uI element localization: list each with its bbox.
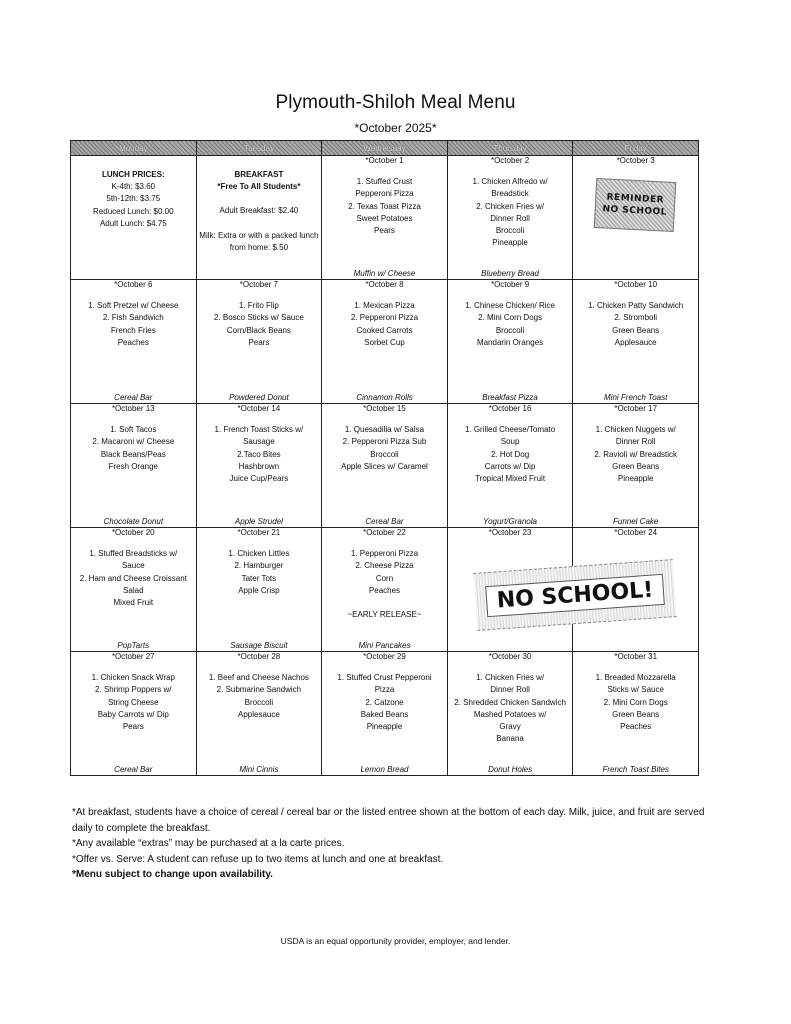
breakfast-heading: BREAKFAST xyxy=(234,170,284,179)
day-cell xyxy=(447,280,573,404)
footnotes xyxy=(72,805,722,883)
menu-item: Peaches xyxy=(117,337,149,347)
breakfast-free-note: *Free To All Students* xyxy=(217,182,301,192)
menu-item: 1. Breaded Mozzarella xyxy=(595,673,676,683)
day-cell xyxy=(322,280,448,404)
menu-item: 1. Stuffed Crust xyxy=(356,177,413,187)
menu-item: Corn xyxy=(375,573,394,583)
menu-item: Dinner Roll xyxy=(615,437,656,447)
day-cell xyxy=(322,404,448,528)
menu-item: Pepperoni Pizza xyxy=(355,189,414,199)
day-cell xyxy=(71,280,197,404)
menu-item: Apple Crisp xyxy=(238,585,280,595)
no-school-text: NO SCHOOL! xyxy=(485,573,665,616)
menu-item: 1. Pepperoni Pizza xyxy=(350,549,419,559)
weekday-header: Friday xyxy=(573,141,699,156)
menu-item: 2. Shrimp Poppers w/ xyxy=(95,685,172,695)
day-cell xyxy=(447,652,573,776)
breakfast-entree: Lemon Bread xyxy=(360,765,409,774)
day-cell xyxy=(573,652,699,776)
menu-item: 1. Frito Flip xyxy=(238,301,279,311)
menu-item: Pears xyxy=(374,226,395,236)
menu-item: Peaches xyxy=(620,722,652,732)
lunch-prices-cell xyxy=(71,156,197,280)
breakfast-entree: Cereal Bar xyxy=(114,393,153,402)
menu-item: 1. Chicken Fries w/ xyxy=(476,673,545,683)
menu-item: Mashed Potatoes w/ xyxy=(473,709,547,719)
menu-item: 2. Hot Dog xyxy=(490,449,530,459)
menu-item: 2. Bosco Sticks w/ Sauce xyxy=(213,313,304,323)
day-cell xyxy=(196,404,322,528)
menu-item: Salad xyxy=(123,585,144,595)
menu-item: Broccoli xyxy=(370,449,399,459)
menu-item: Sauce xyxy=(121,561,145,571)
reminder-text: REMINDER xyxy=(606,192,665,206)
weekday-header-row xyxy=(71,141,699,156)
day-date: *October 16 xyxy=(488,404,532,413)
day-date: *October 1 xyxy=(365,156,404,165)
day-cell xyxy=(447,404,573,528)
day-date: *October 3 xyxy=(616,156,655,165)
day-date: *October 24 xyxy=(614,528,658,537)
menu-item: 2. Shredded Chicken Sandwich xyxy=(454,697,566,707)
day-date: *October 14 xyxy=(237,404,281,413)
day-cell xyxy=(322,156,448,280)
menu-item: Tater Tots xyxy=(241,573,277,583)
early-release-note: ~EARLY RELEASE~ xyxy=(347,610,422,620)
day-date: *October 21 xyxy=(237,528,281,537)
week-row xyxy=(71,652,699,776)
week-row xyxy=(71,404,699,528)
menu-item: Pears xyxy=(122,722,144,732)
breakfast-entree: Mini Pancakes xyxy=(358,641,411,650)
menu-item: Hashbrown xyxy=(238,461,280,471)
menu-item: 1. Chicken Nuggets w/ xyxy=(595,425,676,435)
menu-item: String Cheese xyxy=(107,697,159,707)
breakfast-entree: Blueberry Bread xyxy=(481,269,539,278)
menu-item: Broccoli xyxy=(495,226,525,236)
day-cell xyxy=(71,652,197,776)
menu-item: 1. Stuffed Breadsticks w/ xyxy=(89,549,178,559)
day-date: *October 9 xyxy=(490,280,530,289)
menu-item: 1. French Toast Sticks w/ xyxy=(214,425,304,435)
menu-item: Pineapple xyxy=(617,474,654,484)
menu-item: 2. Macaroni w/ Cheese xyxy=(92,437,175,447)
menu-calendar xyxy=(70,140,699,776)
menu-item: 1. Chicken Snack Wrap xyxy=(91,673,176,683)
menu-item: 1. Grilled Cheese/Tomato xyxy=(464,425,556,435)
day-cell xyxy=(322,652,448,776)
menu-item: Broccoli xyxy=(495,325,525,335)
breakfast-entree: French Toast Bites xyxy=(602,765,669,774)
weekday-header: Monday xyxy=(71,141,197,156)
day-cell xyxy=(196,280,322,404)
day-cell xyxy=(196,528,322,652)
menu-item: Breadstick xyxy=(491,189,529,199)
menu-item: 2. Mini Corn Dogs xyxy=(478,313,543,323)
menu-item: 1. Chicken Alfredo w/ xyxy=(472,177,548,187)
breakfast-entree: Donut Holes xyxy=(488,765,533,774)
breakfast-entree: Powdered Donut xyxy=(229,393,289,402)
day-cell xyxy=(573,156,699,280)
day-cell xyxy=(573,280,699,404)
day-cell xyxy=(71,528,197,652)
day-cell xyxy=(196,652,322,776)
menu-item: Soup xyxy=(500,437,520,447)
breakfast-entree: PopTarts xyxy=(117,641,150,650)
menu-item: 2. Calzone xyxy=(365,697,404,707)
menu-item: Pineapple xyxy=(492,238,528,248)
menu-item: Green Beans xyxy=(612,325,660,335)
day-date: *October 27 xyxy=(111,652,155,661)
weekday-header: Wednesday xyxy=(322,141,448,156)
week-row xyxy=(71,280,699,404)
price-line: K-4th: $3.60 xyxy=(111,182,156,192)
menu-item: Peaches xyxy=(368,585,401,595)
breakfast-entree: Cereal Bar xyxy=(365,517,404,526)
footnote-menu-change: *Menu subject to change upon availability. xyxy=(72,869,273,880)
breakfast-entree: Yogurt/Granola xyxy=(483,517,537,526)
footnote: *At breakfast, students have a choice of cereal / cereal bar or the listed entree shown at the bottom of each day. Milk, juice, and fruit are served daily to complete the breakfast. xyxy=(72,807,705,834)
week-row xyxy=(71,156,699,280)
day-date: *October 13 xyxy=(111,404,155,413)
menu-item: 1. Chicken Patty Sandwich xyxy=(588,301,684,311)
day-cell xyxy=(573,404,699,528)
menu-item: Broccoli xyxy=(244,697,274,707)
footnote: *Any available “extras” may be purchased at a la carte prices. xyxy=(72,838,345,849)
usda-statement: USDA is an equal opportunity provider, employer, and lender. xyxy=(280,936,511,946)
menu-item: 1. Mexican Pizza xyxy=(354,301,415,311)
menu-item: 2.Taco Bites xyxy=(237,449,281,459)
day-date: *October 8 xyxy=(365,280,404,289)
day-cell xyxy=(322,528,448,652)
menu-item: Sweet Potatoes xyxy=(356,213,413,223)
menu-item: Tropical Mixed Fruit xyxy=(475,474,546,484)
breakfast-prices-cell xyxy=(196,156,322,280)
menu-item: Pears xyxy=(248,337,270,347)
menu-item: Baby Carrots w/ Dip xyxy=(97,709,169,719)
breakfast-entree: Cinnamon Rolls xyxy=(356,393,413,402)
breakfast-entree: Breakfast Pizza xyxy=(482,393,538,402)
lunch-prices-heading: LUNCH PRICES: xyxy=(101,170,165,179)
price-line: Adult Lunch: $4.75 xyxy=(99,218,167,228)
menu-item: 2. Pepperoni Pizza Sub xyxy=(342,437,427,447)
breakfast-entree: Mini French Toast xyxy=(604,393,668,402)
menu-item: 2. Chicken Fries w/ xyxy=(476,201,545,211)
menu-item: 2. Submarine Sandwich xyxy=(216,685,302,695)
reminder-no-school-stamp xyxy=(594,178,677,232)
menu-item: 2. Ham and Cheese Croissant xyxy=(79,573,187,583)
menu-item: Mixed Fruit xyxy=(113,598,154,608)
menu-item: Dinner Roll xyxy=(490,685,530,695)
price-line: Reduced Lunch: $0.00 xyxy=(93,206,174,216)
menu-item: 1. Stuffed Crust Pepperoni xyxy=(337,673,432,683)
menu-item: 1. Quesadilla w/ Salsa xyxy=(344,425,425,435)
menu-item: 2. Ravioli w/ Breadstick xyxy=(594,449,678,459)
day-date: *October 17 xyxy=(614,404,658,413)
menu-item: 2. Hamburger xyxy=(234,561,284,571)
reminder-text: NO SCHOOL xyxy=(602,204,668,218)
day-date: *October 28 xyxy=(237,652,281,661)
breakfast-entree: Chocolate Donut xyxy=(103,517,164,526)
menu-item: Sausage xyxy=(243,437,275,447)
menu-item: 2. Pepperoni Pizza xyxy=(350,313,419,323)
breakfast-entree: Sausage Biscuit xyxy=(230,641,288,650)
menu-item: Cooked Carrots xyxy=(356,325,413,335)
day-date: *October 30 xyxy=(488,652,532,661)
menu-item: French Fries xyxy=(110,325,156,335)
menu-item: Pineapple xyxy=(366,722,403,732)
milk-price: Milk: Extra or with a packed lunch from home: $.50 xyxy=(199,230,319,252)
menu-item: Sorbet Cup xyxy=(364,337,405,347)
menu-item: Banana xyxy=(496,734,524,744)
breakfast-entree: Funnel Cake xyxy=(613,517,659,526)
menu-item: Green Beans xyxy=(612,709,660,719)
menu-item: 2. Texas Toast Pizza xyxy=(348,201,421,211)
menu-item: 1. Soft Tacos xyxy=(110,425,157,435)
menu-item: Carrots w/ Dip xyxy=(484,461,536,471)
day-cell xyxy=(71,404,197,528)
day-date: *October 29 xyxy=(363,652,406,661)
menu-item: 1. Chinese Chicken/ Rice xyxy=(465,301,555,311)
day-date: *October 20 xyxy=(111,528,155,537)
breakfast-entree: Mini Cinnis xyxy=(239,765,279,774)
menu-item: Corn/Black Beans xyxy=(226,325,291,335)
menu-item: Juice Cup/Pears xyxy=(229,474,289,484)
day-date: *October 2 xyxy=(490,156,530,165)
breakfast-entree: Cereal Bar xyxy=(114,765,153,774)
menu-item: 1. Soft Pretzel w/ Cheese xyxy=(88,301,179,311)
day-cell xyxy=(447,156,573,280)
day-date: *October 31 xyxy=(614,652,658,661)
menu-item: Dinner Roll xyxy=(490,213,530,223)
breakfast-entree: Apple Strudel xyxy=(234,517,283,526)
day-date: *October 10 xyxy=(614,280,658,289)
price-line: 5th-12th: $3.75 xyxy=(106,194,161,204)
day-date: *October 7 xyxy=(239,280,279,289)
menu-item: Green Beans xyxy=(612,461,660,471)
menu-item: Mandarin Oranges xyxy=(476,337,544,347)
menu-item: 1. Beef and Cheese Nachos xyxy=(208,673,309,683)
menu-item: Apple Slices w/ Caramel xyxy=(341,461,428,471)
menu-item: 2. Fish Sandwich xyxy=(102,313,164,323)
weekday-header: Tuesday xyxy=(196,141,322,156)
day-date: *October 23 xyxy=(488,528,532,537)
menu-item: Black Beans/Peas xyxy=(100,449,166,459)
adult-breakfast-price: Adult Breakfast: $2.40 xyxy=(219,206,299,216)
breakfast-entree: Muffin w/ Cheese xyxy=(353,269,416,278)
menu-item: Applesauce xyxy=(237,709,280,719)
month-subtitle: *October 2025* xyxy=(354,121,437,135)
menu-item: Baked Beans xyxy=(360,709,409,719)
menu-item: Applesauce xyxy=(614,337,657,347)
day-date: *October 22 xyxy=(363,528,406,537)
day-date: *October 15 xyxy=(363,404,406,413)
menu-item: Pizza xyxy=(374,685,395,695)
menu-item: 2. Stromboli xyxy=(614,313,658,323)
day-date: *October 6 xyxy=(114,280,153,289)
menu-item: Gravy xyxy=(499,722,521,732)
weekday-header: Thursday xyxy=(447,141,573,156)
menu-item: 2. Mini Corn Dogs xyxy=(603,697,668,707)
footnote: *Offer vs. Serve: A student can refuse up to two items at lunch and one at breakfast. xyxy=(72,853,444,865)
page-title: Plymouth-Shiloh Meal Menu xyxy=(275,92,516,113)
menu-item: 1. Chicken Littles xyxy=(228,549,290,559)
menu-item: Sticks w/ Sauce xyxy=(607,685,664,695)
menu-item: 2. Cheese Pizza xyxy=(355,561,414,571)
menu-item: Fresh Orange xyxy=(108,461,158,471)
